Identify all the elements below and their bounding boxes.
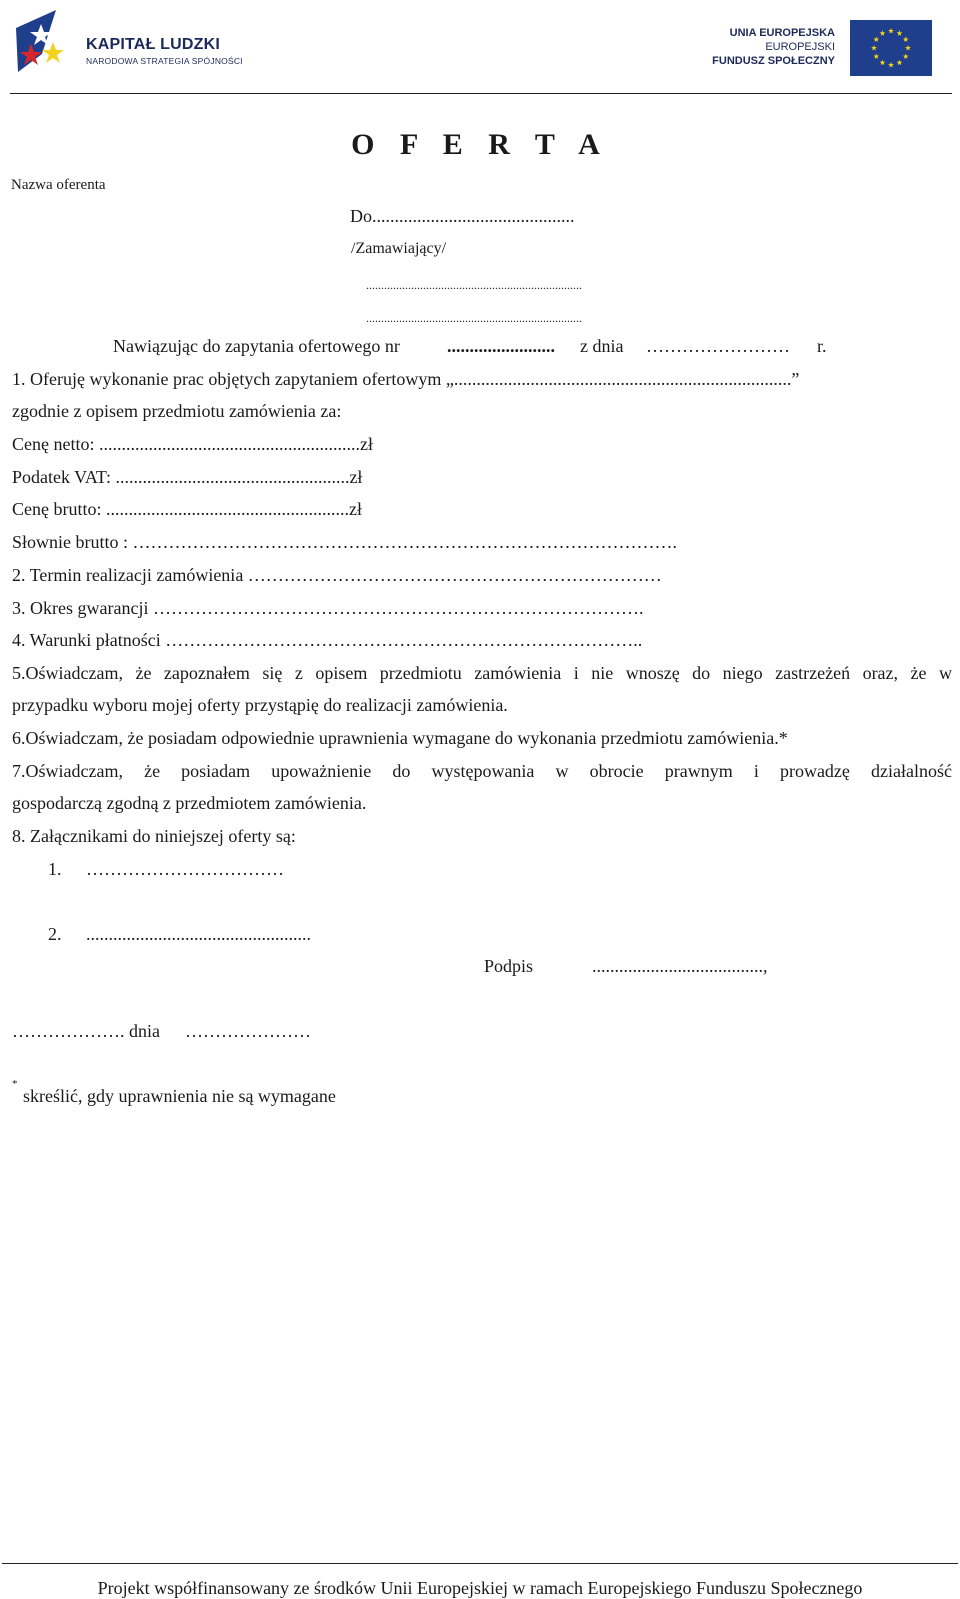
intro-date-label: z dnia — [580, 336, 624, 356]
date-dots: ………………… — [185, 1021, 311, 1041]
addressee-line-1: ........................................................................ — [366, 278, 582, 292]
kapital-ludzki-logo — [12, 6, 252, 80]
footer-text: Projekt współfinansowany ze środków Unii Europejskiej w ramach Europejskiego Funduszu Społecznego — [97, 1578, 863, 1598]
signature-label: Podpis — [484, 956, 534, 976]
footnote-text: skreślić, gdy uprawnienia nie są wymagane — [23, 1086, 336, 1106]
header-divider — [10, 93, 952, 94]
footnote-mark: * — [12, 1078, 18, 1090]
item-8: 8. Załącznikami do niniejszej oferty są: — [12, 826, 296, 846]
eu-line3: FUNDUSZ SPOŁECZNY — [712, 55, 835, 67]
price-vat: Podatek VAT: ....................................................zł — [12, 467, 363, 487]
inquiry-number-dots: ........................ — [447, 336, 555, 356]
item-2: 2. Termin realizacji zamówienia …………………………………………………………… — [12, 565, 662, 585]
intro-year: r. — [817, 336, 827, 356]
attachment-1-number: 1. — [48, 859, 62, 879]
addressee-line-2: ........................................................................ — [366, 311, 582, 325]
item-5-line-2: przypadku wyboru mojej oferty przystąpię do realizacji zamówienia. — [12, 695, 508, 715]
addressee-role: /Zamawiający/ — [351, 240, 447, 257]
attachment-1-dots: …………………………… — [86, 859, 284, 879]
price-words: Słownie brutto : ………………………………………………………………………………. — [12, 532, 677, 552]
price-brutto: Cenę brutto: ......................................................zł — [12, 499, 362, 519]
price-netto: Cenę netto: ..........................................................zł — [12, 434, 373, 454]
item-7-line-2: gospodarczą zgodną z przedmiotem zamówienia. — [12, 793, 367, 813]
place-date-dots: ………………. dnia — [12, 1021, 160, 1041]
item-1-line-2: zgodnie z opisem przedmiotu zamówienia za: — [12, 401, 342, 421]
addressee-to: Do............................................. — [350, 206, 575, 226]
attachment-2-dots: .................................................. — [86, 924, 311, 944]
item-7-line-1: 7.Oświadczam, że posiadam upoważnienie do występowania w obrocie prawnym i prowadzę działalność — [12, 761, 952, 781]
logo-title: KAPITAŁ LUDZKI — [86, 36, 221, 53]
intro-text: Nawiązując do zapytania ofertowego nr — [113, 336, 400, 356]
signature-dots: ......................................, — [592, 956, 768, 976]
offeror-name-label: Nazwa oferenta — [11, 177, 106, 193]
item-6: 6.Oświadczam, że posiadam odpowiednie uprawnienia wymagane do wykonania przedmiotu zamówienia.* — [12, 728, 788, 748]
eu-logo-text — [712, 26, 835, 68]
item-3: 3. Okres gwarancji ………………………………………………………………………. — [12, 598, 644, 618]
item-4: 4. Warunki płatności …………………………………………………………………….. — [12, 630, 643, 650]
intro-date-dots: …………………… — [646, 336, 790, 356]
item-1-line-1: 1. Oferuję wykonanie prac objętych zapytaniem ofertowym „...........................................................................” — [12, 369, 800, 389]
eu-line2: EUROPEJSKI — [765, 41, 835, 53]
kapital-ludzki-emblem-icon — [12, 6, 74, 80]
footer-divider — [2, 1563, 958, 1564]
eu-flag-icon — [850, 20, 932, 76]
eu-line1: UNIA EUROPEJSKA — [729, 27, 835, 39]
attachment-2-number: 2. — [48, 924, 62, 944]
page-title: O F E R T A — [351, 128, 609, 161]
item-5-line-1: 5.Oświadczam, że zapoznałem się z opisem przedmiotu zamówienia i nie wnoszę do niego zastrzeżeń oraz, że w — [12, 663, 952, 683]
logo-subtitle: NARODOWA STRATEGIA SPÓJNOŚCI — [86, 56, 243, 66]
